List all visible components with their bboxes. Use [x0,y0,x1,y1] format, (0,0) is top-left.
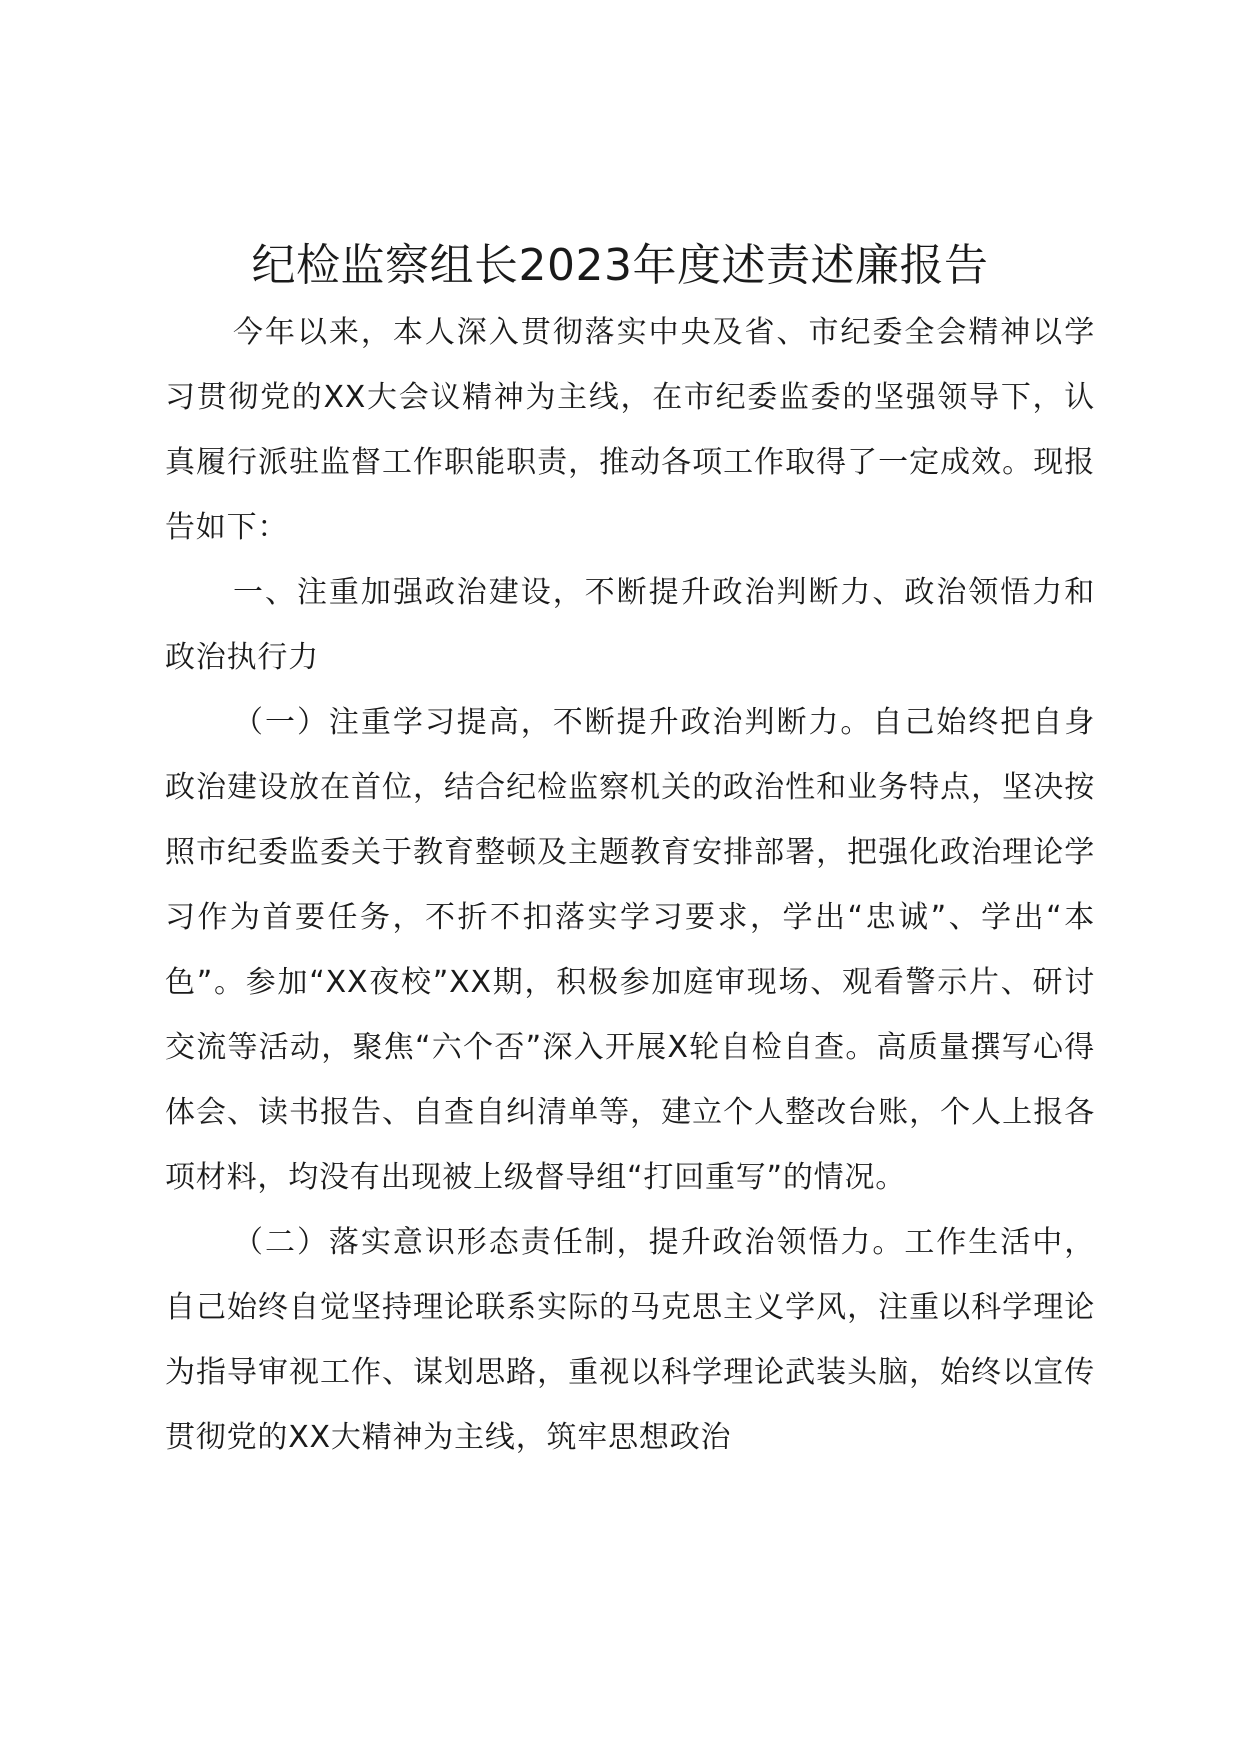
section-heading-1: 一、注重加强政治建设，不断提升政治判断力、政治领悟力和政治执行力 [165,575,1095,675]
document-title: 纪检监察组长2023年度述责述廉报告 [251,240,989,291]
intro-paragraph: 今年以来，本人深入贯彻落实中央及省、市纪委全会精神以学习贯彻党的XX大会议精神为主线，在市纪委监委的坚强领导下，认真履行派驻监督工作职能职责，推动各项工作取得了一定成效。现报告如下： [165,315,1095,545]
subsection-paragraph-2: （二）落实意识形态责任制，提升政治领悟力。工作生活中，自己始终自觉坚持理论联系实际的马克思主义学风，注重以科学理论为指导审视工作、谋划思路，重视以科学理论武装头脑，始终以宣传贯彻党的XX大精神为主线，筑牢思想政治 [165,1225,1095,1455]
subsection-paragraph-1: （一）注重学习提高，不断提升政治判断力。自己始终把自身政治建设放在首位，结合纪检监察机关的政治性和业务特点，坚决按照市纪委监委关于教育整顿及主题教育安排部署，把强化政治理论学习作为首要任务，不折不扣落实学习要求，学出“忠诚”、学出“本色”。参加“XX夜校”XX期，积极参加庭审现场、观看警示片、研讨交流等活动，聚焦“六个否”深入开展X轮自检自查。高质量撰写心得体会、读书报告、自查自纠清单等，建立个人整改台账，个人上报各项材料，均没有出现被上级督导组“打回重写”的情况。 [165,705,1095,1195]
document-body [165,300,1095,1470]
